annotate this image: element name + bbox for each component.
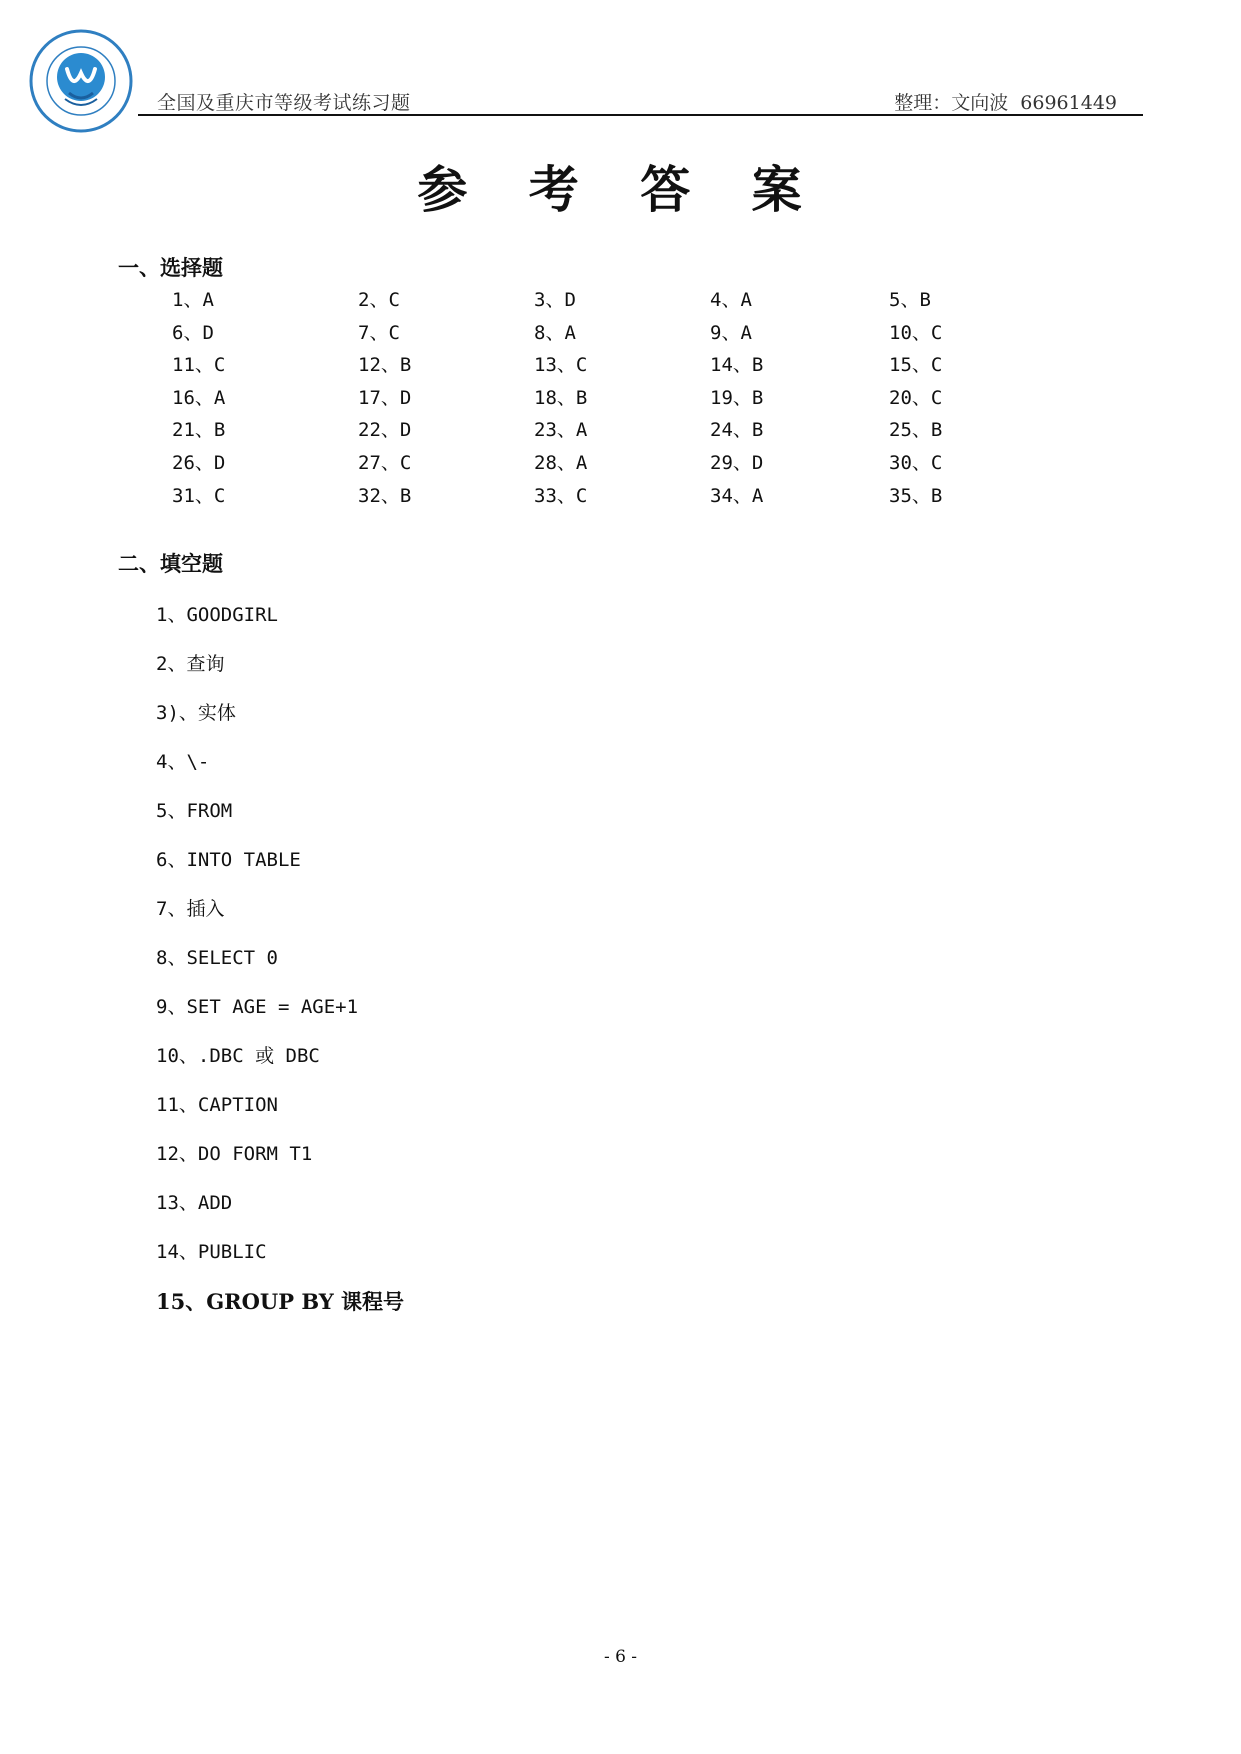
choice-answer: 25、B <box>889 419 943 442</box>
answer-row <box>0 481 1241 513</box>
choice-answer: 14、B <box>710 354 764 377</box>
choice-answer: 9、A <box>710 321 752 344</box>
choice-answer: 34、A <box>710 484 764 507</box>
fill-answer: 3)、实体 <box>156 702 236 724</box>
choice-answer: 18、B <box>534 386 588 409</box>
fill-answer: 14、PUBLIC <box>156 1241 267 1263</box>
fill-answer: 11、CAPTION <box>156 1094 278 1116</box>
section-heading-fill-in-blank: 二、填空题 <box>118 551 223 576</box>
choice-answer: 15、C <box>889 354 943 377</box>
choice-answer: 28、A <box>534 452 588 474</box>
answer-row <box>0 383 1241 415</box>
choice-answer: 19、B <box>710 386 764 409</box>
header-author-contact: 整理：文向波 66961449 <box>894 92 1117 114</box>
answer-row <box>0 350 1241 382</box>
fill-answer: 2、查询 <box>156 653 225 675</box>
fill-answer: 8、SELECT 0 <box>156 947 278 969</box>
fill-answer: 15、GROUP BY 课程号 <box>156 1289 405 1314</box>
answer-row <box>0 448 1241 480</box>
fill-answer: 6、INTO TABLE <box>156 849 301 871</box>
choice-answer: 23、A <box>534 419 588 442</box>
choice-answer: 22、D <box>358 419 412 442</box>
choice-answer: 3、D <box>534 289 576 311</box>
choice-answer: 11、C <box>172 354 226 377</box>
choice-answer: 8、A <box>534 321 576 344</box>
choice-answer: 10、C <box>889 321 943 344</box>
choice-answer: 16、A <box>172 386 226 409</box>
choice-answer: 26、D <box>172 452 226 474</box>
choice-answer: 4、A <box>710 289 752 311</box>
fill-answer: 5、FROM <box>156 800 233 822</box>
answer-row <box>0 415 1241 447</box>
choice-answer: 35、B <box>889 484 943 507</box>
choice-answer: 31、C <box>172 484 226 507</box>
choice-answer: 1、A <box>172 289 214 311</box>
fill-answer: 7、插入 <box>156 898 225 920</box>
choice-answer: 30、C <box>889 452 943 474</box>
fill-answer: 12、DO FORM T1 <box>156 1143 313 1165</box>
choice-answer: 33、C <box>534 484 588 507</box>
university-logo <box>29 29 133 133</box>
choice-answer: 5、B <box>889 289 931 311</box>
header-document-title: 全国及重庆市等级考试练习题 <box>157 92 411 114</box>
page-title: 参 考 答 案 <box>417 160 824 219</box>
choice-answer: 6、D <box>172 321 214 344</box>
section-heading-multiple-choice: 一、选择题 <box>118 255 223 280</box>
fill-answer: 13、ADD <box>156 1192 233 1214</box>
choice-answer: 12、B <box>358 354 412 377</box>
page-number: - 6 - <box>603 1647 638 1667</box>
choice-answer: 24、B <box>710 419 764 442</box>
choice-answer: 2、C <box>358 289 400 311</box>
fill-answer: 1、GOODGIRL <box>156 604 278 626</box>
choice-answer: 27、C <box>358 452 412 474</box>
choice-answer: 13、C <box>534 354 588 377</box>
fill-answer: 9、SET AGE = AGE+1 <box>156 996 359 1018</box>
answer-row <box>0 285 1241 317</box>
fill-answer: 10、.DBC 或 DBC <box>156 1045 320 1067</box>
choice-answer: 29、D <box>710 452 764 474</box>
choice-answer: 32、B <box>358 484 412 507</box>
choice-answer: 7、C <box>358 321 400 344</box>
choice-answer: 21、B <box>172 419 226 442</box>
fill-answer: 4、\- <box>156 751 210 773</box>
choice-answer: 17、D <box>358 386 412 409</box>
header-divider <box>138 114 1143 116</box>
answer-row <box>0 318 1241 350</box>
choice-answer: 20、C <box>889 386 943 409</box>
